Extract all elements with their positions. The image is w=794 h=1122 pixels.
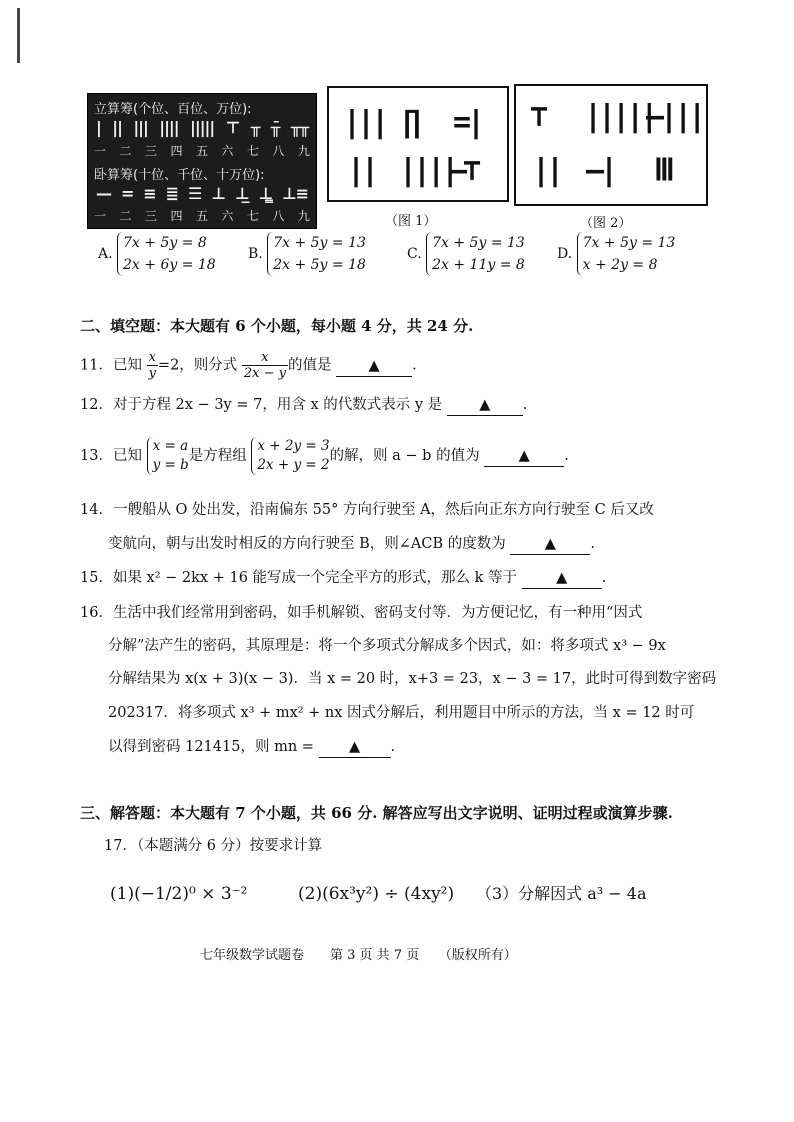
fraction-x-over-y — [147, 350, 158, 381]
numeral: 七 — [246, 144, 259, 158]
numeral: 二 — [119, 144, 132, 158]
answer-blank[interactable]: ▲ — [447, 395, 523, 416]
question-text: 是方程组 — [188, 448, 247, 464]
section-2-title: 二、填空题：本大题有 6 个小题，每小题 4 分，共 24 分. — [80, 317, 474, 335]
period: . — [390, 739, 396, 755]
answer-blank[interactable]: ▲ — [522, 568, 602, 589]
figure-1-rod: =| — [453, 105, 482, 140]
rod-glyph: ☰ — [187, 184, 202, 203]
equation: 2x + y = 2 — [257, 457, 330, 473]
horizontal-rods-row — [96, 184, 308, 203]
equation-system — [251, 437, 329, 475]
question-11 — [80, 350, 417, 381]
question-text: 已知 — [112, 448, 142, 464]
figure-2-rod: Ⅲ — [654, 153, 671, 188]
question-text: 的值是 — [288, 357, 332, 374]
numeral: 六 — [221, 144, 234, 158]
question-12 — [80, 395, 527, 416]
question-text: =2，则分式 — [157, 357, 238, 374]
figure-2-caption: （图 2） — [580, 216, 632, 231]
equation: 7x + 5y = 13 — [273, 235, 366, 251]
equation: 7x + 5y = 13 — [582, 235, 676, 251]
period: . — [564, 448, 569, 464]
numeral: 四 — [170, 144, 183, 158]
figure-1-caption: （图 1） — [385, 214, 437, 229]
rod-glyph: ⊥̳ — [258, 184, 272, 203]
option-b[interactable] — [248, 232, 366, 276]
figure-1-rod: |||| — [399, 153, 456, 188]
equation: 2x + 6y = 18 — [123, 257, 216, 273]
figure-2-rod: —| — [586, 153, 615, 188]
answer-blank[interactable]: ▲ — [319, 737, 391, 758]
rod-glyph: ⊥̲ — [234, 184, 249, 203]
question-number: 16． — [80, 605, 113, 621]
rod-glyph: ≣ — [165, 184, 179, 203]
numeral: 四 — [170, 209, 183, 223]
question-14 — [80, 500, 654, 520]
question-number: 14． — [80, 502, 113, 518]
question-text: 的解，则 a − b 的值为 — [329, 448, 480, 464]
vertical-rods-row — [96, 118, 308, 137]
question-text: （本题满分 6 分）按要求计算 — [136, 838, 323, 854]
option-letter: D. — [557, 246, 573, 262]
vertical-rods-caption: 立算筹(个位、百位、万位): — [94, 102, 252, 117]
question-text: 对于方程 2x − 3y = 7，用含 x 的代数式表示 y 是 — [112, 397, 443, 413]
question-16-line3: 分解结果为 x(x + 3)(x − 3)．当 x = 20 时，x+3 = 23，x − 3 = 17，此时可得到数字密码 — [108, 671, 717, 687]
equation-system — [117, 232, 216, 276]
question-16-line2: 分解”法产生的密码，其原理是：将一个多项式分解成多个因式，如：将多项式 x³ − 9x — [108, 638, 666, 654]
numeral: 二 — [119, 209, 132, 223]
equation: 7x + 5y = 8 — [123, 235, 207, 251]
figure-2-rod: ⊤ — [530, 99, 545, 134]
option-d[interactable] — [557, 232, 675, 276]
question-text: 生活中我们经常用到密码，如手机解锁、密码支付等．为方便记忆，有一种用“因式 — [112, 605, 643, 621]
answer-blank[interactable]: ▲ — [484, 446, 564, 467]
rod-glyph: ╥̄ — [270, 118, 280, 137]
question-17-part-1: (1)(−1/2)⁰ × 3⁻² — [110, 884, 248, 904]
rod-glyph: ≡ — [143, 184, 156, 203]
horizontal-rods-caption: 卧算筹(十位、千位、十万位): — [94, 168, 265, 183]
figure-1-rod: ||| — [343, 105, 386, 140]
rod-glyph: ⊥ — [211, 184, 225, 203]
question-text: 如果 x² − 2kx + 16 能写成一个完全平方的形式，那么 k 等于 — [112, 570, 518, 586]
rod-glyph: | — [96, 118, 101, 137]
rod-glyph: — — [96, 184, 111, 203]
figure-1-rod: —⊤ — [449, 153, 478, 188]
scan-margin-mark — [17, 8, 20, 63]
rod-glyph: ||| — [133, 118, 148, 137]
question-number: 15． — [80, 570, 113, 586]
figure-1-rod: || — [347, 153, 376, 188]
option-a[interactable] — [98, 232, 216, 276]
numeral: 五 — [195, 144, 208, 158]
figure-2-rod: || — [532, 153, 561, 188]
rod-glyph: |||| — [159, 118, 179, 137]
numeral: 五 — [195, 209, 208, 223]
figure-2-rod: ||||| — [584, 99, 655, 134]
question-15 — [80, 568, 606, 589]
equation-system — [426, 232, 525, 276]
rod-glyph: ||||| — [190, 118, 215, 137]
period: . — [601, 570, 607, 586]
rod-glyph: = — [120, 184, 134, 203]
question-14-cont — [108, 534, 595, 555]
question-13 — [80, 437, 569, 475]
equation: y = b — [152, 457, 189, 473]
rod-glyph: ⊤ — [225, 118, 240, 137]
equation-system — [577, 232, 676, 276]
period: . — [522, 397, 528, 413]
figure-1-rod: ∏ — [403, 105, 418, 140]
question-16-line4: 202317．将多项式 x³ + mx² + nx 因式分解后，利用题目中所示的方法，当 x = 12 时可 — [108, 705, 695, 721]
denominator: 2x − y — [243, 366, 287, 381]
rod-glyph: || — [112, 118, 122, 137]
equation-system — [267, 232, 366, 276]
counting-rods-figure — [87, 93, 317, 229]
period: . — [590, 536, 595, 552]
vertical-numbers-row — [94, 142, 310, 159]
question-16-line5 — [108, 737, 395, 758]
page-footer: 七年级数学试题卷 第 3 页 共 7 页 （版权所有） — [200, 948, 517, 963]
question-text: 一艘船从 O 处出发，沿南偏东 55° 方向行驶至 A，然后向正东方向行驶至 C 后又改 — [112, 502, 654, 518]
numeral: 一 — [94, 144, 107, 158]
option-letter: A. — [98, 246, 113, 262]
numeral: 一 — [94, 209, 107, 223]
period: . — [412, 357, 417, 374]
equation: 2x + 5y = 18 — [273, 257, 366, 273]
equation: x + 2y = 3 — [257, 438, 330, 454]
equation-system — [147, 437, 189, 475]
equation: x + 2y = 8 — [582, 257, 658, 273]
rod-glyph: ⊥≡ — [281, 184, 308, 203]
rod-glyph: ╥╥ — [290, 118, 308, 137]
question-text: 已知 — [112, 357, 142, 374]
figure-1-box — [327, 86, 509, 202]
option-c[interactable] — [407, 232, 525, 276]
question-number: 17． — [104, 838, 137, 854]
question-number: 12． — [80, 397, 113, 413]
figure-2-box — [514, 84, 708, 206]
answer-blank[interactable]: ▲ — [336, 356, 412, 377]
question-text: 以得到密码 121415，则 mn = — [108, 739, 314, 755]
rod-glyph: ╥ — [250, 118, 260, 137]
numeral: 八 — [272, 209, 285, 223]
question-16 — [80, 603, 642, 623]
question-17-part-3: （3）分解因式 a³ − 4a — [476, 884, 647, 903]
figure-2-rod: —||| — [646, 99, 703, 134]
numeral: 九 — [297, 144, 310, 158]
numerator: x — [242, 350, 288, 366]
option-letter: C. — [407, 246, 422, 262]
question-17 — [104, 836, 322, 856]
question-number: 13． — [80, 448, 113, 464]
numeral: 八 — [272, 144, 285, 158]
section-3-title: 三、解答题：本大题有 7 个小题，共 66 分. 解答应写出文字说明、证明过程或演算步骤. — [80, 804, 673, 822]
equation: x = a — [152, 438, 189, 454]
numeral: 三 — [144, 144, 157, 158]
numerator: x — [147, 350, 158, 366]
denominator: y — [148, 366, 156, 381]
question-17-part-2: (2)(6x³y²) ÷ (4xy²) — [298, 884, 455, 904]
numeral: 六 — [221, 209, 234, 223]
question-text: 变航向，朝与出发时相反的方向行驶至 B，则∠ACB 的度数为 — [108, 536, 506, 552]
equation: 2x + 11y = 8 — [432, 257, 525, 273]
horizontal-numbers-row — [94, 207, 310, 224]
numeral: 九 — [297, 209, 310, 223]
numeral: 三 — [144, 209, 157, 223]
answer-blank[interactable]: ▲ — [510, 534, 590, 555]
numeral: 七 — [246, 209, 259, 223]
fraction-expression — [242, 350, 288, 381]
option-letter: B. — [248, 246, 263, 262]
question-number: 11． — [80, 357, 113, 374]
equation: 7x + 5y = 13 — [432, 235, 525, 251]
